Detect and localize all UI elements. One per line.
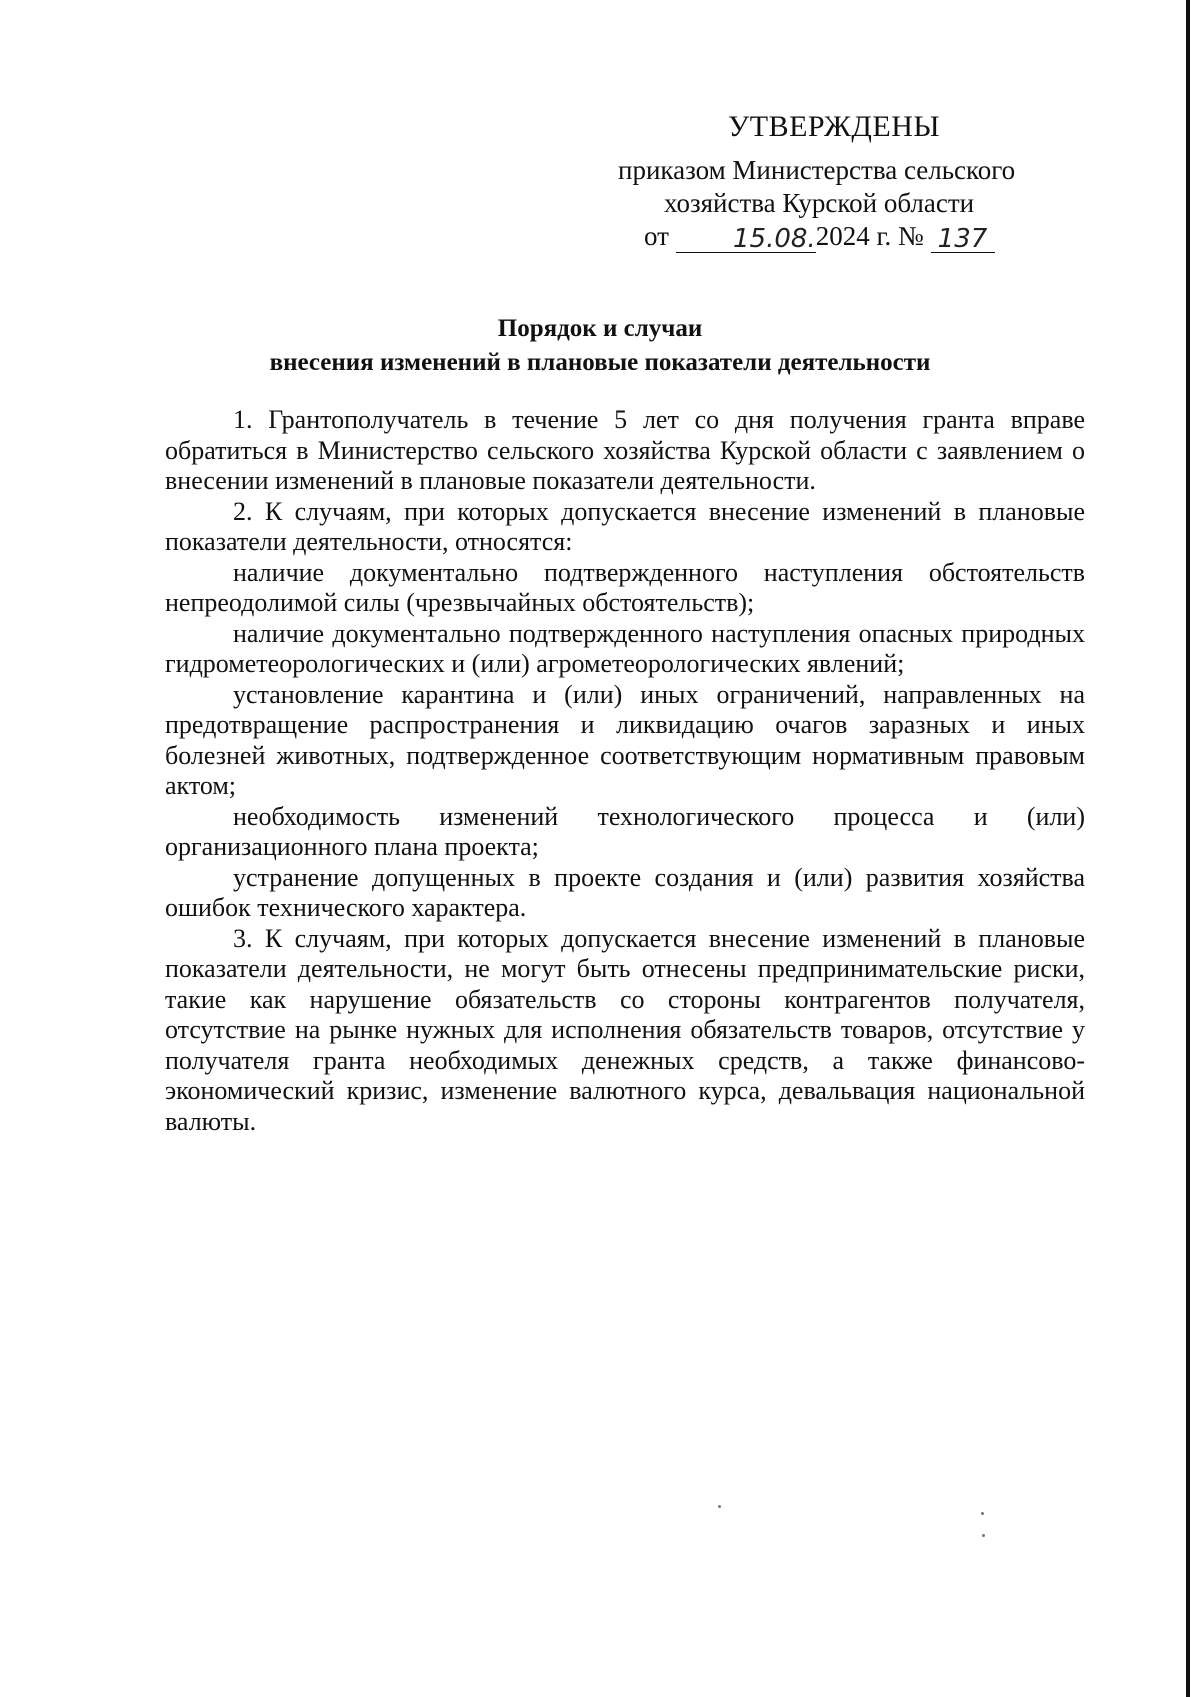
list-item-process-change: необходимость изменений технологического процесса и (или) организационного плана проекта;	[165, 801, 1085, 861]
list-item-weather: наличие документально подтвержденного наступления опасных природных гидрометеорологических и (или) агрометеорологических явлений;	[165, 618, 1085, 678]
list-item-force-majeure: наличие документально подтвержденного наступления обстоятельств непреодолимой силы (чрезвычайных обстоятельств);	[165, 557, 1085, 617]
approval-line-ministry: хозяйства Курской области	[664, 188, 975, 218]
approval-title: УТВЕРЖДЕНЫ	[728, 110, 941, 143]
scan-speck	[981, 1512, 984, 1515]
scan-speck	[982, 1534, 985, 1537]
paragraph-2: 2. К случаям, при которых допускается внесение изменений в плановые показатели деятельности, относятся:	[165, 496, 1085, 556]
approval-date-line	[644, 220, 995, 253]
paragraph-1: 1. Грантополучатель в течение 5 лет со дня получения гранта вправе обратиться в Министерство сельского хозяйства Курской области с заявлением о внесении изменений в плановые показатели деятельности.	[165, 405, 1085, 495]
approval-line-order: приказом Министерства сельского	[618, 155, 1016, 185]
scan-edge-line	[1186, 0, 1190, 1697]
list-item-error-fix: устранение допущенных в проекте создания и (или) развития хозяйства ошибок технического характера.	[165, 862, 1085, 922]
handwritten-date: 15.08.	[733, 224, 816, 254]
date-prefix: от	[644, 221, 669, 251]
date-blank	[676, 222, 816, 253]
number-blank	[931, 222, 995, 253]
title-line-1: Порядок и случаи	[497, 315, 703, 342]
handwritten-number: 137	[937, 224, 988, 254]
document-body	[165, 405, 1085, 1137]
date-year: 2024 г. №	[815, 221, 924, 251]
title-line-2: внесения изменений в плановые показатели деятельности	[269, 349, 931, 376]
list-item-quarantine: установление карантина и (или) иных ограничений, направленных на предотвращение распространения и ликвидацию очагов заразных и иных болезней животных, подтвержденное соответствующим нормативным правовым актом;	[165, 679, 1085, 800]
paragraph-3: 3. К случаям, при которых допускается внесение изменений в плановые показатели деятельности, не могут быть отнесены предпринимательские риски, такие как нарушение обязательств со стороны контрагентов получателя, отсутствие на рынке нужных для исполнения обязательств товаров, отсутствие у получателя гранта необходимых денежных средств, а также финансово-экономический кризис, изменение валютного курса, девальвация национальной валюты.	[165, 923, 1085, 1136]
document-title	[160, 312, 1040, 380]
scan-speck	[718, 1505, 721, 1508]
